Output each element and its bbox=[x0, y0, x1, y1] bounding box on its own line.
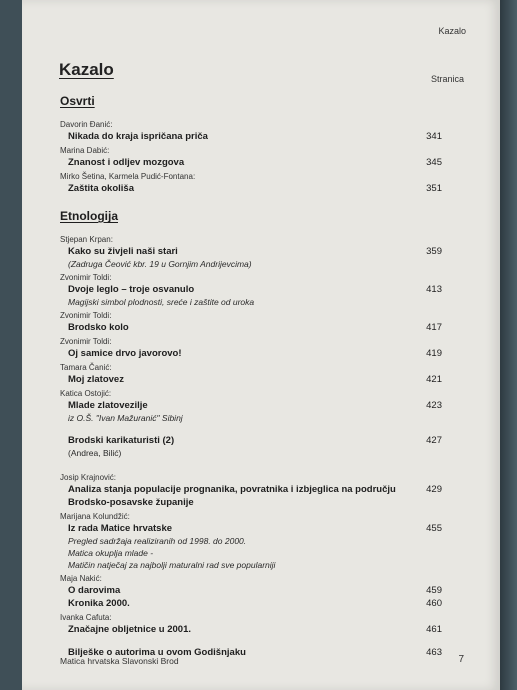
entry-row bbox=[60, 156, 442, 169]
entry-subtitle: Magijski simbol plodnosti, sreće i zaštite od uroka bbox=[68, 297, 255, 307]
entry-title: Kako su živjeli naši stari bbox=[68, 246, 178, 257]
page-column-label: Stranica bbox=[430, 74, 464, 84]
entry-title: Dvoje leglo – troje osvanulo bbox=[68, 284, 195, 295]
entry-page-number: 419 bbox=[426, 348, 442, 359]
entry-page-number: 461 bbox=[426, 624, 442, 635]
entry-row bbox=[60, 130, 442, 143]
toc-entry bbox=[60, 613, 442, 636]
page-number: 7 bbox=[458, 654, 464, 665]
toc-entry bbox=[60, 172, 442, 195]
entry-title: Zaštita okoliša bbox=[68, 183, 134, 194]
toc-entry bbox=[60, 273, 442, 308]
entry-subtitle: (Andrea, Bilić) bbox=[68, 448, 122, 458]
entry-title: Mlade zlatovezilje bbox=[68, 400, 148, 411]
entry-title: Nikada do kraja ispričana priča bbox=[68, 131, 208, 142]
entry-subtitle: (Zadruga Čeović kbr. 19 u Gornjim Andrijevcima) bbox=[68, 259, 252, 269]
entry-title: Bilješke o autorima u ovom Godišnjaku bbox=[68, 647, 246, 658]
entry-row bbox=[60, 584, 442, 597]
entry-subtitle: iz O.Š. "Ivan Mažuranić" Sibinj bbox=[68, 413, 183, 423]
toc-entry bbox=[60, 363, 442, 386]
footer-publisher: Matica hrvatska Slavonski Brod bbox=[60, 656, 179, 666]
toc-entry bbox=[60, 574, 442, 610]
section-heading: Osvrti bbox=[60, 94, 95, 108]
entry-subtitle: Matica okuplja mlade - bbox=[68, 548, 154, 558]
entry-page-number: 345 bbox=[426, 157, 442, 168]
entry-page-number: 417 bbox=[426, 322, 442, 333]
entry-title: Kronika 2000. bbox=[68, 598, 130, 609]
entry-row bbox=[60, 597, 442, 610]
entry-row bbox=[60, 373, 442, 386]
page-title: Kazalo bbox=[59, 60, 114, 79]
book-edge bbox=[500, 0, 517, 690]
toc-entry bbox=[60, 512, 442, 571]
entry-title: Moj zlatovez bbox=[68, 374, 124, 385]
entry-author: Maja Nakić: bbox=[60, 574, 102, 583]
book-page bbox=[22, 0, 500, 690]
entry-page-number: 341 bbox=[426, 131, 442, 142]
toc-entry bbox=[60, 389, 442, 424]
toc-entry bbox=[60, 146, 442, 169]
running-head: Kazalo bbox=[438, 26, 466, 36]
entry-page-number: 463 bbox=[426, 647, 442, 658]
entry-page-number: 459 bbox=[426, 585, 442, 596]
entry-author: Katica Ostojić: bbox=[60, 389, 112, 398]
entry-author: Stjepan Krpan: bbox=[60, 235, 113, 244]
entry-author: Marijana Kolundžić: bbox=[60, 512, 130, 521]
section-heading: Etnologija bbox=[60, 209, 118, 223]
toc-entry bbox=[60, 337, 442, 360]
entry-author: Tamara Čanić: bbox=[60, 363, 112, 372]
entry-title: Oj samice drvo javorovo! bbox=[68, 348, 182, 359]
entry-subtitle: Matičin natječaj za najbolji maturalni rad sve popularniji bbox=[68, 560, 276, 570]
toc-entry bbox=[60, 434, 442, 459]
entry-author: Zvonimir Toldi: bbox=[60, 311, 112, 320]
toc-entry bbox=[60, 311, 442, 334]
entry-page-number: 460 bbox=[426, 598, 442, 609]
entry-row bbox=[60, 399, 442, 412]
entry-title: Značajne obljetnice u 2001. bbox=[68, 624, 192, 635]
entry-author: Josip Krajnović: bbox=[60, 473, 117, 482]
entry-page-number: 429 bbox=[426, 484, 442, 495]
entry-title: Analiza stanja populacije prognanika, povratnika i izbjeglica na području Brodsko-posavske županije bbox=[68, 484, 396, 508]
toc-entry bbox=[60, 120, 442, 143]
entry-author: Davorin Đanić: bbox=[60, 120, 113, 129]
entry-row bbox=[60, 182, 442, 195]
entry-subtitle: Pregled sadržaja realiziranih od 1998. do 2000. bbox=[68, 536, 247, 546]
entry-page-number: 455 bbox=[426, 523, 442, 534]
entry-row bbox=[60, 245, 442, 258]
table-of-contents bbox=[60, 88, 442, 662]
toc-entry bbox=[60, 473, 442, 509]
entry-title: Iz rada Matice hrvatske bbox=[68, 523, 173, 534]
entry-author: Ivanka Cafuta: bbox=[60, 613, 112, 622]
entry-author: Mirko Šetina, Karmela Pudić-Fontana: bbox=[60, 172, 196, 181]
entry-author: Zvonimir Toldi: bbox=[60, 273, 112, 282]
entry-page-number: 413 bbox=[426, 284, 442, 295]
entry-row bbox=[60, 283, 442, 296]
entry-page-number: 423 bbox=[426, 400, 442, 411]
entry-page-number: 427 bbox=[426, 435, 442, 446]
entry-row bbox=[60, 522, 442, 535]
entry-author: Zvonimir Toldi: bbox=[60, 337, 112, 346]
entry-row bbox=[60, 347, 442, 360]
entry-title: Brodski karikaturisti (2) bbox=[68, 435, 175, 446]
toc-entry bbox=[60, 235, 442, 270]
entry-title: Znanost i odljev mozgova bbox=[68, 157, 185, 168]
entry-title: O darovima bbox=[68, 585, 121, 596]
entry-row bbox=[60, 434, 442, 447]
entry-author: Marina Dabić: bbox=[60, 146, 110, 155]
entry-page-number: 421 bbox=[426, 374, 442, 385]
entry-page-number: 351 bbox=[426, 183, 442, 194]
entry-page-number: 359 bbox=[426, 246, 442, 257]
entry-row bbox=[60, 483, 442, 509]
entry-title: Brodsko kolo bbox=[68, 322, 129, 333]
entry-row bbox=[60, 321, 442, 334]
entry-row bbox=[60, 623, 442, 636]
